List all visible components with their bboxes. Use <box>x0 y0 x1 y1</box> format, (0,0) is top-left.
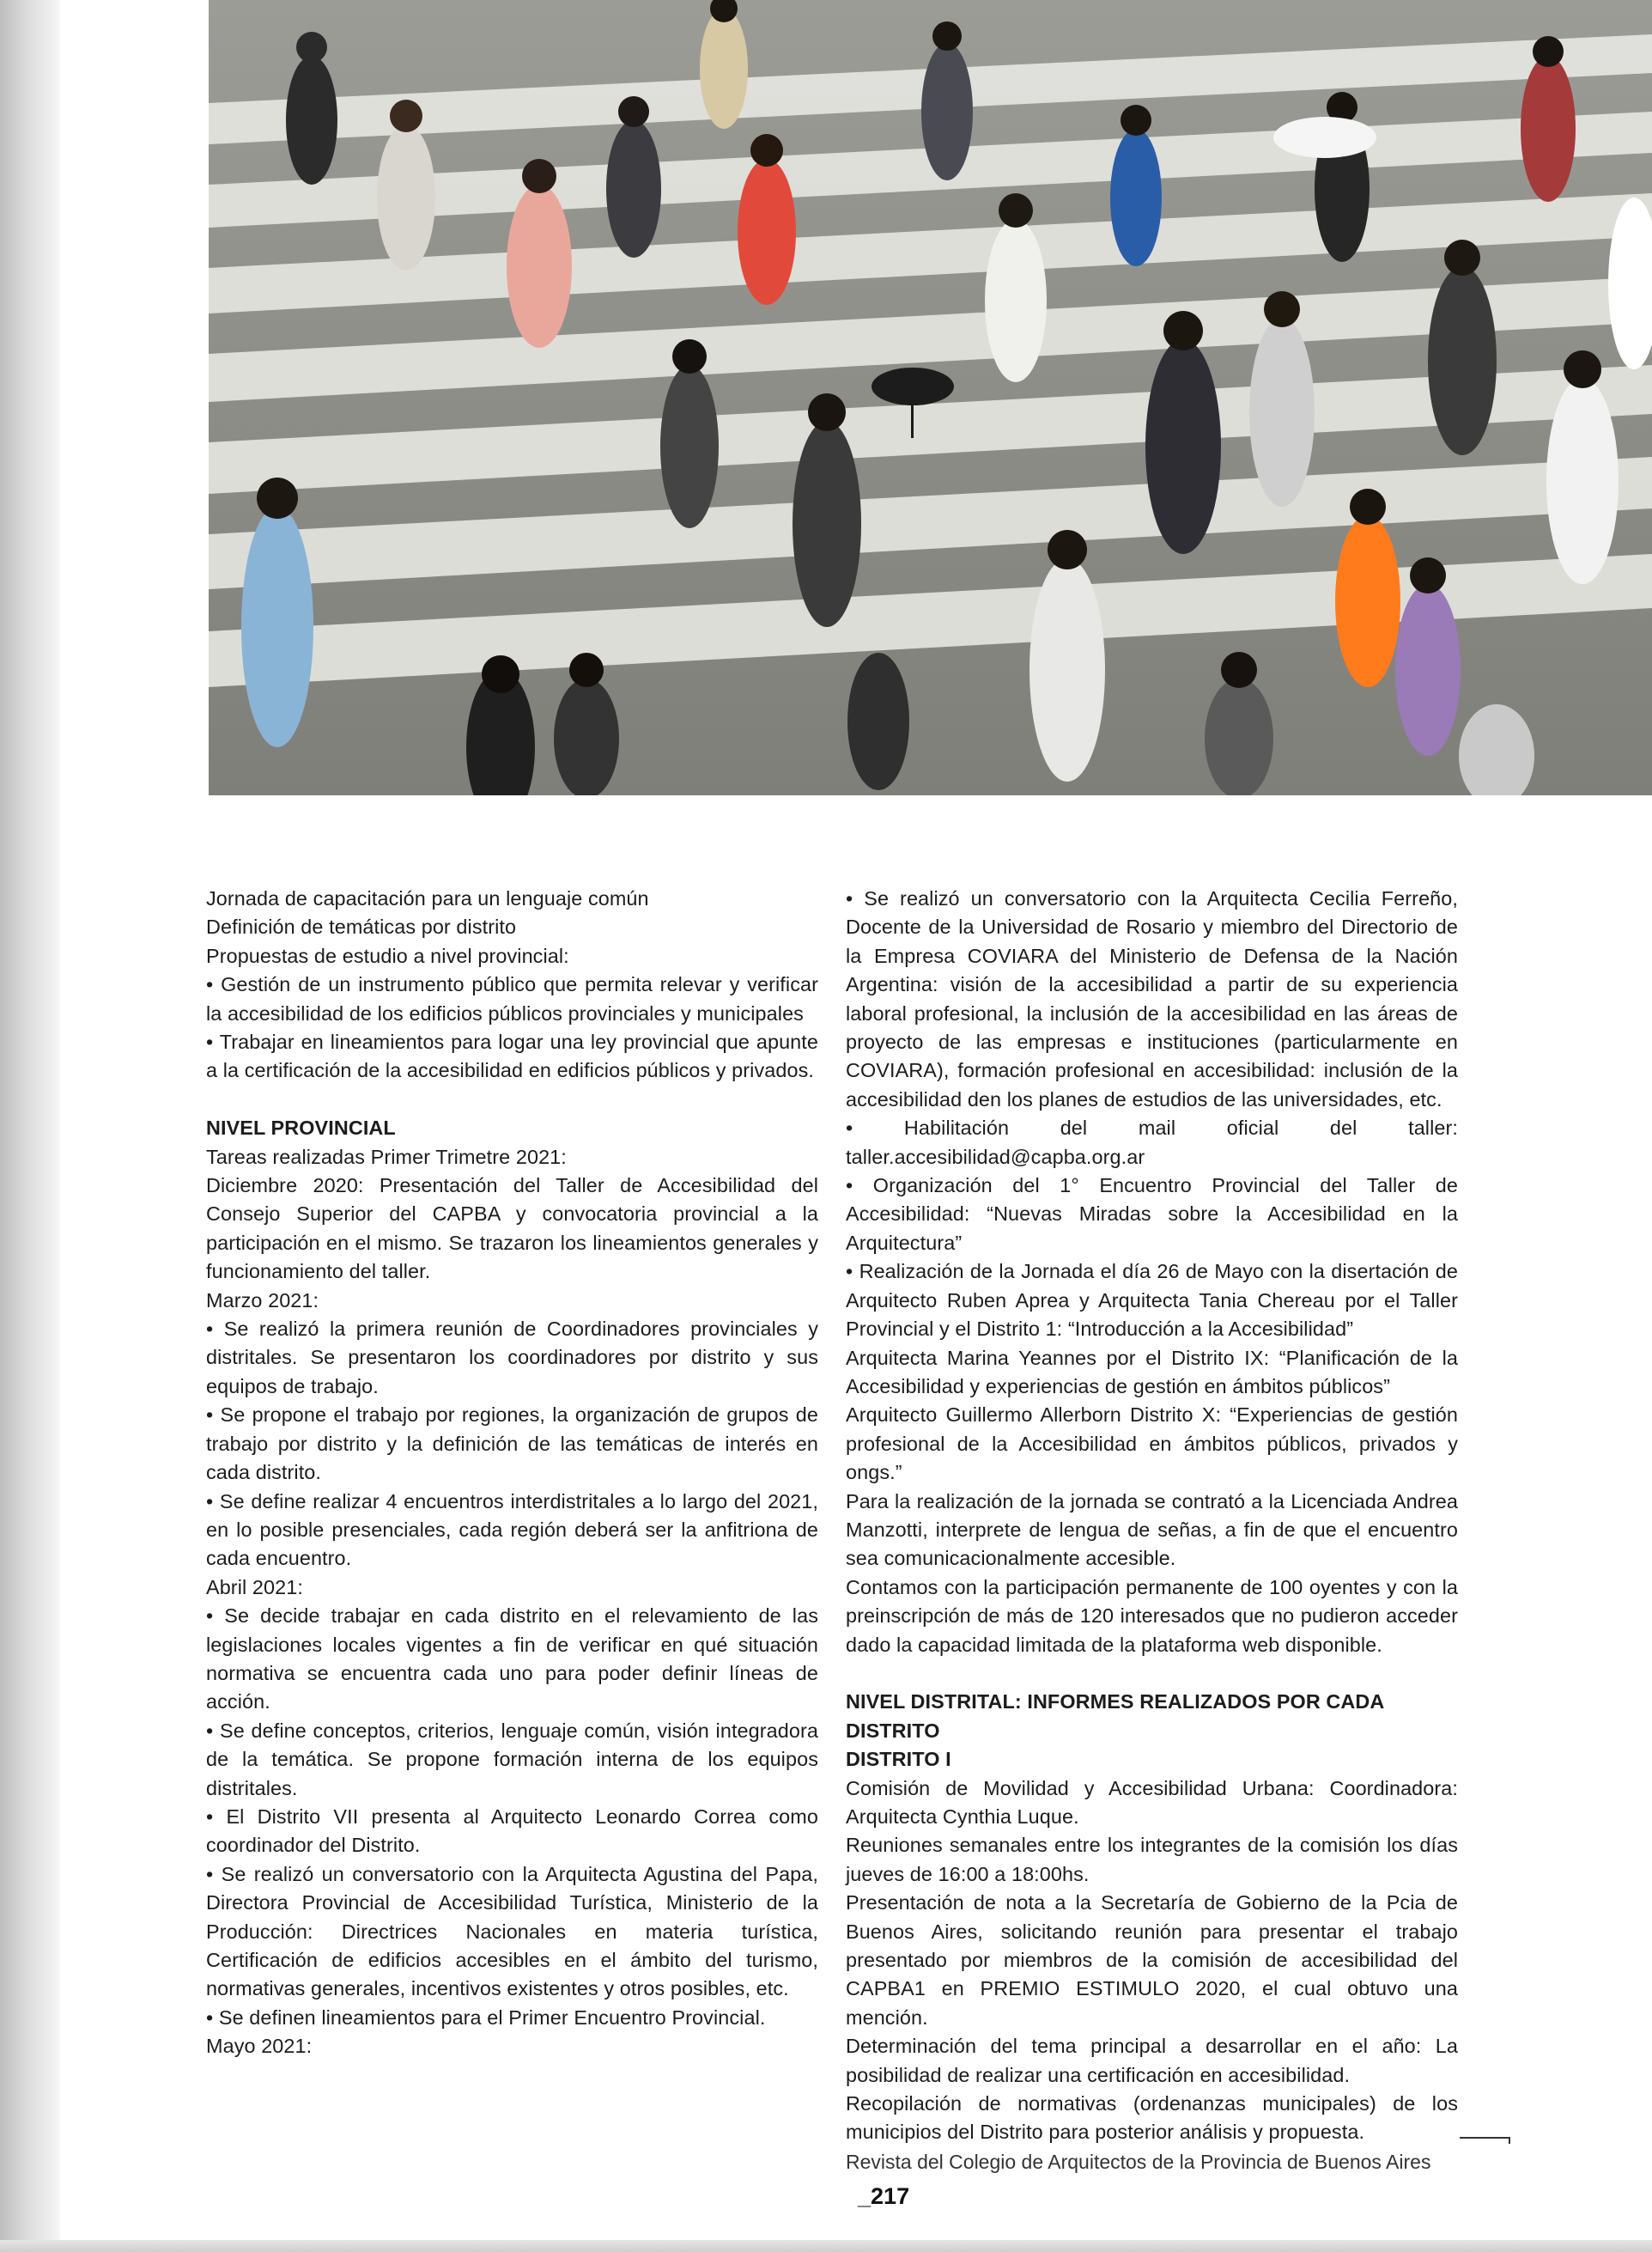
paragraph: Reuniones semanales entre los integrantes de la comisión los días jueves de 16:00 a 18:00hs. <box>846 1834 1458 1885</box>
paragraph: Arquitecto Guillermo Allerborn Distrito X: “Experiencias de gestión profesional de la Accesibilidad en ámbitos públicos, privados y ongs.” <box>846 1403 1458 1484</box>
paragraph: Contamos con la participación permanente de 100 oyentes y con la preinscripción de más de 120 interesados que no pudieron acceder dado la capacidad limitada de la plataforma web disponible. <box>846 1575 1458 1656</box>
paragraph: Propuestas de estudio a nivel provincial: <box>206 944 569 967</box>
paragraph: Mayo 2021: <box>206 2035 313 2058</box>
page-gutter <box>0 0 60 2252</box>
paragraph: Determinación del tema principal a desarrollar en el año: La posibilidad de realizar una certificación en accesibilidad. <box>846 2035 1458 2086</box>
page-bottom-edge <box>0 2240 1652 2252</box>
paragraph: Comisión de Movilidad y Accesibilidad Urbana: Coordinadora: Arquitecta Cynthia Luque. <box>846 1776 1458 1828</box>
paragraph: • Se realizó un conversatorio con la Arquitecta Cecilia Ferreño, Docente de la Universidad de Rosario y miembro del Directorio de la Empresa COVIARA del Ministerio de Defensa de la Nación Argentina: visión de la accesibilidad a partir de su experiencia laboral profesional, la inclusión de la accesibilidad en las áreas de proyecto de las empresas e instituciones (particularmente en COVIARA), formación profesional en accesibilidad: inclusión de la accesibilidad den los planes de estudios de las universidades, etc. <box>846 887 1458 1111</box>
photo-graphic <box>209 0 1652 795</box>
paragraph: Marzo 2021: <box>206 1288 319 1312</box>
section-heading: NIVEL PROVINCIAL <box>206 1117 396 1140</box>
paragraph: Tareas realizadas Primer Trimetre 2021: <box>206 1145 567 1168</box>
paragraph: • Se define conceptos, criterios, lenguaje común, visión integradora de la temática. Se propone formación interna de los equipos distritales. <box>206 1719 818 1799</box>
paragraph: • Se decide trabajar en cada distrito en el relevamiento de las legislaciones locales vigentes a fin de verificar en qué situación normativa se encuentra cada uno para poder definir líneas de acción. <box>206 1604 818 1713</box>
paragraph: • Organización del 1° Encuentro Provincial del Taller de Accesibilidad: “Nuevas Miradas sobre la Accesibilidad en la Arquitectura” <box>846 1174 1458 1254</box>
paragraph: • Se realizó la primera reunión de Coordinadores provinciales y distritales. Se presentaron los coordinadores por distrito y sus equipos de trabajo. <box>206 1318 818 1397</box>
publication-name: Revista del Colegio de Arquitectos de la Provincia de Buenos Aires <box>846 2151 1431 2173</box>
paragraph: Abril 2021: <box>206 1575 303 1598</box>
section-heading: NIVEL DISTRITAL: INFORMES REALIZADOS POR CADA DISTRITO <box>846 1690 1384 1742</box>
paragraph: Definición de temáticas por distrito <box>206 916 517 939</box>
page-number: _217 <box>858 2183 910 2209</box>
page-footer <box>846 2145 1498 2214</box>
page-number-rule-end <box>1509 2137 1510 2144</box>
paragraph: Arquitecta Marina Yeannes por el Distrito IX: “Planificación de la Accesibilidad y experiencias de gestión en ámbitos públicos” <box>846 1346 1458 1397</box>
left-text-column <box>206 885 818 2061</box>
page-number-value: 217 <box>871 2183 910 2209</box>
crowd-crosswalk-photo <box>209 0 1652 795</box>
paragraph: • Gestión de un instrumento público que permita relevar y verificar la accesibilidad de los edificios públicos provinciales y municipales <box>206 973 818 1025</box>
paragraph: Jornada de capacitación para un lenguaje común <box>206 887 649 910</box>
paragraph: Diciembre 2020: Presentación del Taller de Accesibilidad del Consejo Superior del CAPBA y convocatoria provincial a la participación en el mismo. Se trazaron los lineamientos generales y funcionamiento del taller. <box>206 1174 818 1283</box>
paragraph: • Se realizó un conversatorio con la Arquitecta Agustina del Papa, Directora Provincial de Accesibilidad Turística, Ministerio de la Producción: Directrices Nacionales en materia turística, Certificación de edificios accesibles en el ámbito del turismo, normativas generales, incentivos existentes y otros posibles, etc. <box>206 1862 818 2000</box>
page-number-rule <box>1460 2137 1509 2139</box>
paragraph-spacer <box>206 1086 818 1114</box>
paragraph: • Realización de la Jornada el día 26 de Mayo con la disertación de Arquitecto Ruben Aprea y Arquitecta Tania Chereau por el Taller Provincial y el Distrito 1: “Introducción a la Accesibilidad” <box>846 1260 1458 1341</box>
section-heading: DISTRITO I <box>846 1748 951 1771</box>
paragraph-spacer <box>846 1659 1458 1688</box>
paragraph: • Se define realizar 4 encuentros interdistritales a lo largo del 2021, en lo posible presenciales, cada región deberá ser la anfitriona de cada encuentro. <box>206 1489 818 1570</box>
paragraph: Para la realización de la jornada se contrató a la Licenciada Andrea Manzotti, interprete de lengua de señas, a fin de que el encuentro sea comunicacionalmente accesible. <box>846 1489 1458 1570</box>
paragraph: Presentación de nota a la Secretaría de Gobierno de la Pcia de Buenos Aires, solicitando reunión para presentar el trabajo presentado por miembros de la comisión de accesibilidad del CAPBA1 en PREMIO ESTIMULO 2020, el cual obtuvo una mención. <box>846 1891 1458 2029</box>
paragraph: • Se definen lineamientos para el Primer Encuentro Provincial. <box>206 2005 766 2029</box>
paragraph: • El Distrito VII presenta al Arquitecto Leonardo Correa como coordinador del Distrito. <box>206 1805 818 1857</box>
paragraph: • Habilitación del mail oficial del taller: taller.accesibilidad@capba.org.ar <box>846 1117 1458 1168</box>
right-text-column <box>846 885 1458 2147</box>
paragraph: • Se propone el trabajo por regiones, la organización de grupos de trabajo por distrito y la definición de las temáticas de interés en cada distrito. <box>206 1403 818 1484</box>
paragraph: • Trabajar en lineamientos para logar una ley provincial que apunte a la certificación de la accesibilidad en edificios públicos y privados. <box>206 1031 818 1082</box>
paragraph: Recopilación de normativas (ordenanzas municipales) de los municipios del Distrito para posterior análisis y propuesta. <box>846 2092 1458 2144</box>
